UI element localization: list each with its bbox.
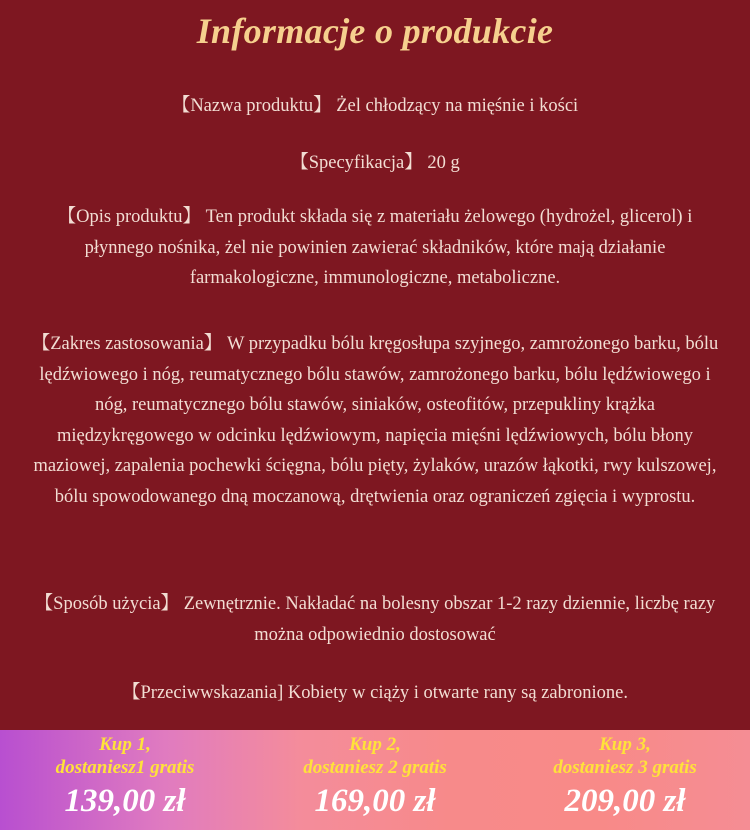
description-value: Ten produkt składa się z materiału żelowego (hydrożel, glicerol) i płynnego nośnika, żel nie powinien zawierać składników, które mają działanie farmakologiczne, immunologiczne, metaboliczne. [84,207,693,288]
contraindications-row [30,678,720,709]
product-name-label: 【Nazwa produktu】 [171,96,332,116]
offers-bar [0,730,750,830]
offer-bonus: dostaniesz1 gratis [55,757,195,778]
product-name-value: Żel chłodzący na mięśnie i kości [331,96,579,116]
offer-price: 169,00 zł [314,783,436,819]
offer-bonus: dostaniesz 2 gratis [303,757,447,778]
offer-title: Kup 2, [349,734,401,755]
offer-price: 139,00 zł [64,783,186,819]
offer-price: 209,00 zł [564,783,686,819]
usage-value: Zewnętrznie. Nakładać na bolesny obszar 1-2 razy dziennie, liczbę razy można odpowiednio dostosować [179,594,716,645]
offer-buy-1[interactable] [0,730,250,830]
specification-row [30,148,720,179]
product-name-row [30,91,720,122]
scope-value: W przypadku bólu kręgosłupa szyjnego, zamrożonego barku, bólu lędźwiowego i nóg, reumatycznego bólu stawów, zamrożonego barku, bólu lędźwiowego i nóg, reumatycznego bólu stawów, siniaków, osteofitów, przepukliny krążka międzykręgowego w odcinku lędźwiowym, napięcia mięśni lędźwiowych, bólu błony maziowej, zapalenia pochewki ścięgna, bólu pięty, żylaków, urazów łąkotki, rwy kulszowej, bólu spowodowanego dną moczanową, drętwienia oraz ograniczeń zgięcia i wyprostu. [33,334,719,507]
usage-label: 【Sposób użycia】 [34,594,180,614]
offer-bonus: dostaniesz 3 gratis [553,757,697,778]
offer-buy-3[interactable] [500,730,750,830]
offer-title: Kup 3, [599,734,651,755]
specification-value: 20 g [422,153,460,173]
description-label: 【Opis produktu】 [57,207,202,227]
offer-buy-2[interactable] [250,730,500,830]
contraindications-label: 【Przeciwwskazania] [122,683,284,703]
description-row [30,202,720,294]
contraindications-value: Kobiety w ciąży i otwarte rany są zabronione. [283,683,628,703]
offer-title: Kup 1, [99,734,151,755]
scope-row [30,329,720,512]
page-title: Informacje o produkcie [196,11,554,51]
specification-label: 【Specyfikacja】 [290,153,423,173]
scope-label: 【Zakres zastosowania】 [31,334,223,354]
usage-row [30,589,720,650]
